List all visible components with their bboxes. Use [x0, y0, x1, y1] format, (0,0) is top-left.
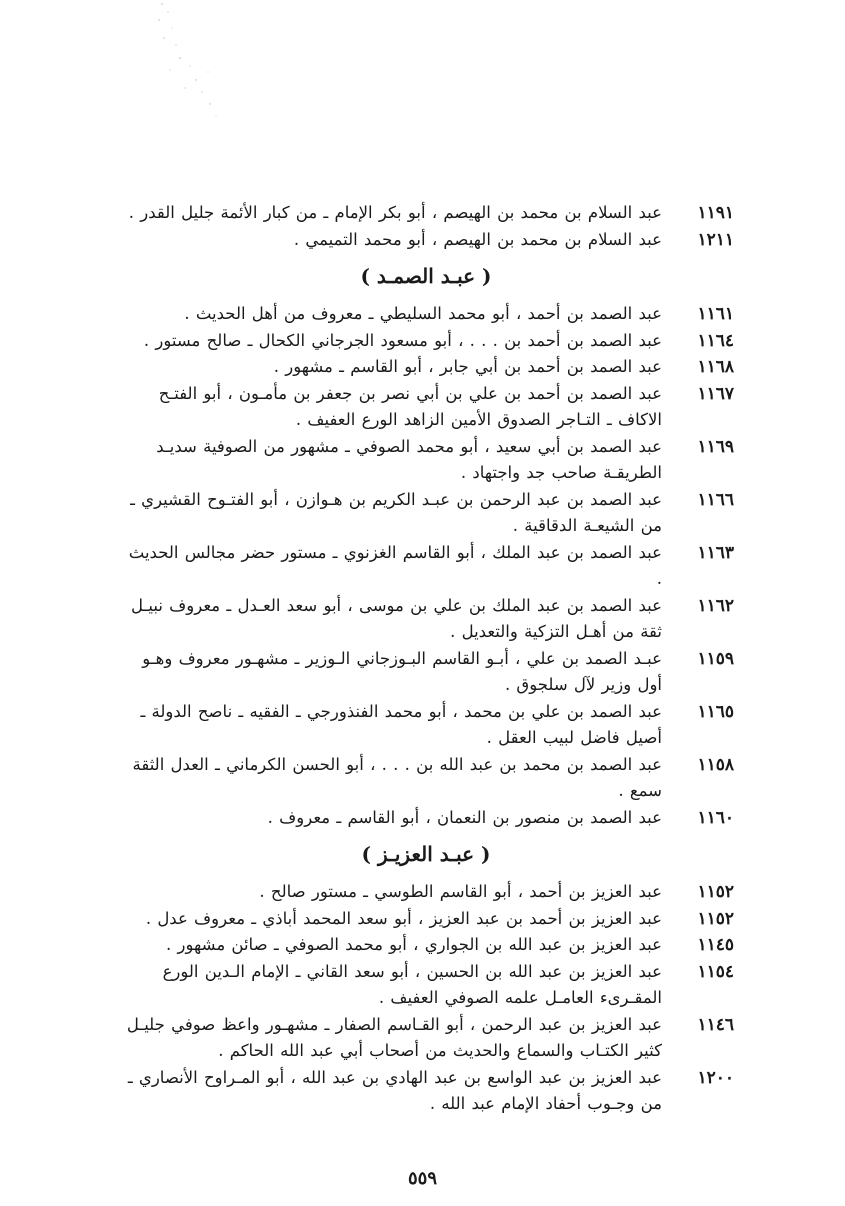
entry-number: ١١٥٢: [697, 882, 734, 902]
scan-speckle-marks: [150, 0, 240, 125]
entry-1168: [118, 354, 734, 381]
entry-1191: [118, 200, 734, 227]
entry-1163: [118, 540, 734, 593]
entry-1161: [118, 301, 734, 328]
entry-number: ١١٦٧: [697, 383, 734, 404]
entry-number: ١٢١١: [697, 229, 734, 250]
entry-number: ١١٦٨: [697, 357, 734, 377]
entries-list: [118, 200, 734, 1118]
entry-number: ١١٦٩: [697, 436, 734, 457]
entry-1158: [118, 752, 734, 805]
entry-1164: [118, 328, 734, 355]
entry-1200: [118, 1065, 734, 1118]
entry-text: عبد العزيز بن أحمد ، أبو القاسم الطوسي ـ مستور صالح .: [259, 882, 662, 901]
entry-number: ١١٩١: [697, 203, 734, 223]
entry-text: عبـد الصمد بن علي ، أبـو القاسم البـوزجاني الـوزير ـ مشهـور معروف وهـو أول وزير لآل سلجوق .: [142, 648, 662, 694]
entry-text: عبد الصمد بن أحمد بن . . . ، أبو مسعود الجرجاني الكحال ـ صالح مستور .: [143, 330, 662, 350]
entry-number: ١١٦٤: [697, 330, 734, 351]
entry-text: عبد العزيز بن عبد الله بن الجواري ، أبو محمد الصوفي ـ صائن مشهور .: [166, 935, 662, 954]
entry-text: عبد الصمد بن أبي سعيد ، أبو محمد الصوفي ـ مشهور من الصوفية سديـد الطريقـة صاحب جد واجتهاد .: [156, 436, 662, 482]
entry-1154: [118, 959, 734, 1012]
entry-1165: [118, 699, 734, 752]
entry-number: ١١٥٢: [697, 908, 734, 929]
entry-text: عبد الصمد بن أحمد بن علي بن أبي نصر بن جعفر بن مأمـون ، أبو الفتـح الاكاف ـ التـاجر الصدوق الأمين الزاهد الورع العفيف .: [158, 383, 662, 429]
entry-1152a: [118, 879, 734, 906]
entry-number: ١٢٠٠: [697, 1067, 734, 1088]
entry-number: ١١٦٣: [697, 542, 734, 563]
entry-text: عبد الصمد بن عبد الملك ، أبو القاسم الغزنوي ـ مستور حضر مجالس الحديث .: [128, 542, 662, 588]
entry-1152b: [118, 906, 734, 933]
entry-number: ١١٤٥: [697, 935, 734, 955]
entry-text: عبد العزيز بن عبد الله بن الحسين ، أبو سعد القاني ـ الإمام الـدين الورع المقـرىء العامـل علمه الصوفي العفيف .: [162, 961, 662, 1007]
entry-1146: [118, 1012, 734, 1065]
entry-1159: [118, 646, 734, 699]
entry-number: ١١٦٦: [697, 489, 734, 510]
entry-text: عبد السلام بن محمد بن الهيصم ، أبو محمد التميمي .: [293, 229, 662, 249]
section-heading-abd-al-aziz: ( عبـد العزيـز ): [361, 842, 491, 866]
entry-text: عبد الصمد بن عبد الرحمن بن عبـد الكريم بن هـوازن ، أبو الفتـوح القشيري ـ من الشيعـة الدقاقية .: [130, 489, 662, 535]
entry-text: عبد الصمد بن أحمد بن أبي جابر ، أبو القاسم ـ مشهور .: [273, 357, 662, 376]
entry-1166: [118, 487, 734, 540]
entry-number: ١١٦١: [697, 304, 734, 324]
entry-text: عبد السلام بن محمد بن الهيصم ، أبو بكر الإمام ـ من كبار الأئمة جليل القدر .: [128, 203, 662, 222]
page-number: ٥٥٩: [407, 1168, 437, 1189]
entry-text: عبد العزيز بن عبد الواسع بن عبد الهادي بن عبد الله ، أبو المـراوح الأنصاري ـ من وجـوب أحفاد الإمام عبد الله .: [127, 1067, 662, 1113]
entry-number: ١١٥٩: [697, 648, 734, 669]
section-heading-abd-al-samad: ( عبـد الصمـد ): [360, 264, 492, 288]
entry-text: عبد العزيز بن أحمد بن عبد العزيز ، أبو سعد المحمد أباذي ـ معروف عدل .: [145, 908, 662, 928]
entry-number: ١١٤٦: [697, 1014, 734, 1035]
entry-number: ١١٦٥: [697, 701, 734, 722]
entry-text: عبد الصمد بن علي بن محمد ، أبو محمد الفنذورجي ـ الفقيه ـ ناصح الدولة ـ أصيل فاضل لبيب العقل .: [140, 701, 662, 747]
entry-text: عبد العزيز بن عبد الرحمن ، أبو القـاسم الصفار ـ مشهـور واعظ صوفي جليـل كثير الكتـاب والسماع والحديث من أصحاب أبي عبد الله الحاكم .: [126, 1014, 662, 1060]
entry-text: عبد الصمد بن محمد بن عبد الله بن . . . ، أبو الحسن الكرماني ـ العدل الثقة سمع .: [132, 754, 662, 800]
entry-number: ١١٦٢: [697, 595, 734, 616]
entry-number: ١١٥٨: [697, 754, 734, 775]
entry-text: عبد الصمد بن أحمد ، أبو محمد السليطي ـ معروف من أهل الحديث .: [184, 304, 662, 323]
entry-text: عبد الصمد بن منصور بن النعمان ، أبو القاسم ـ معروف .: [267, 807, 662, 827]
entry-1162: [118, 593, 734, 646]
entry-1160: [118, 805, 734, 832]
entry-1169: [118, 434, 734, 487]
entry-number: ١١٦٠: [697, 807, 734, 828]
entry-1145: [118, 932, 734, 959]
entry-text: عبد الصمد بن عبد الملك بن علي بن موسى ، أبو سعد العـدل ـ معروف نبيـل ثقة من أهـل التزكية والتعديل .: [131, 595, 662, 641]
entry-1211: [118, 227, 734, 254]
entry-number: ١١٥٤: [697, 961, 734, 982]
entry-1167: [118, 381, 734, 434]
